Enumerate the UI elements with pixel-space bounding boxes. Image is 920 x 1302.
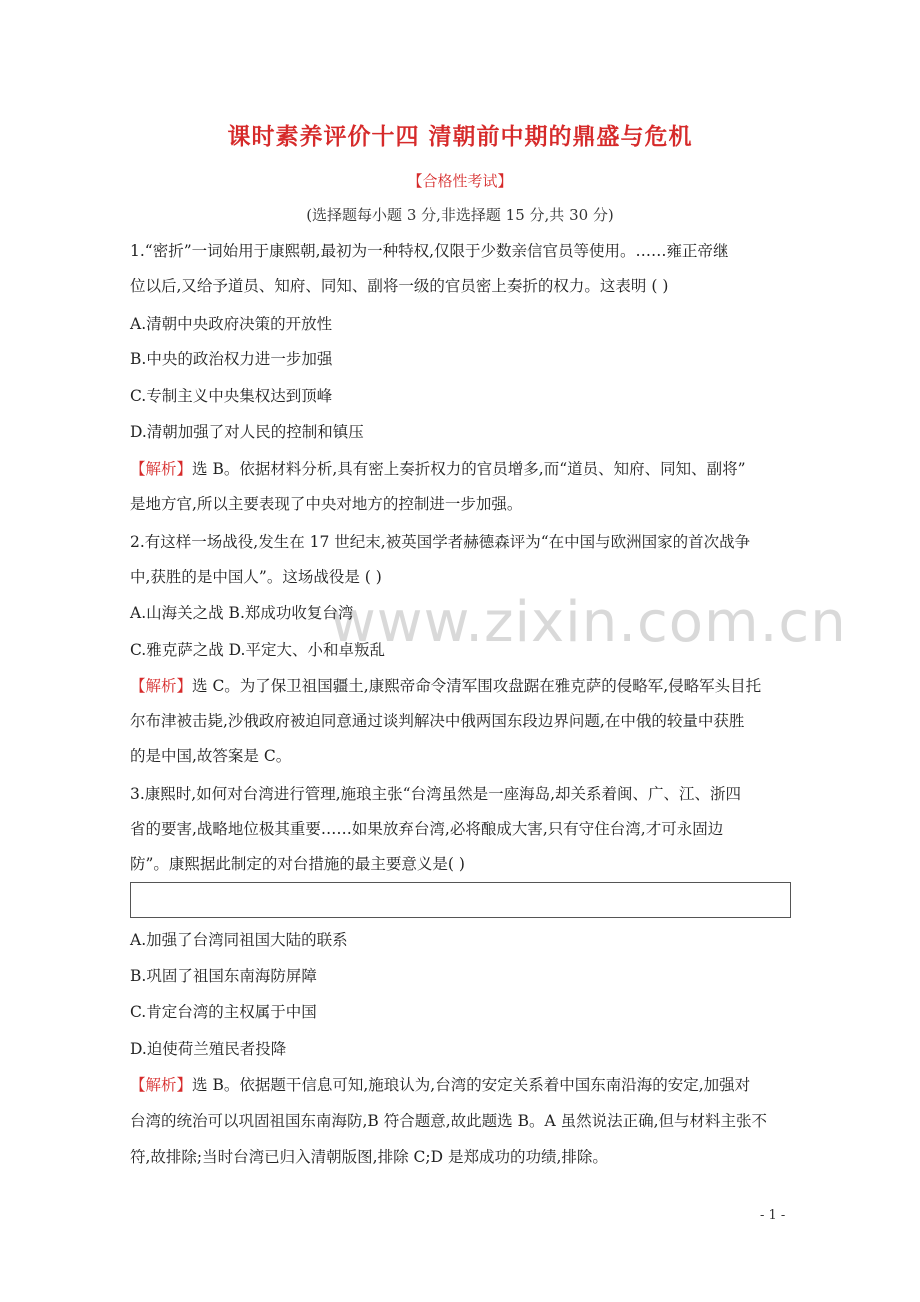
q1-option-d: D.清朝加强了对人民的控制和镇压 — [130, 423, 364, 441]
page-number: - 1 - — [760, 1208, 786, 1223]
q1-analysis-line-1 — [130, 459, 800, 479]
page-title: 课时素养评价十四 清朝前中期的鼎盛与危机 — [227, 124, 693, 150]
q2-stem-line-2: 中,获胜的是中国人”。这场战役是 ( ) — [130, 568, 382, 586]
q3-analysis-line-2: 台湾的统治可以巩固祖国东南海防,B 符合题意,故此题选 B。A 虽然说法正确,但与材料主张不 — [130, 1112, 768, 1130]
analysis-tag: 【解析】 — [130, 1076, 193, 1094]
q2-analysis-line-2: 尔布津被击毙,沙俄政府被迫同意通过谈判解决中俄两国东段边界问题,在中俄的较量中获胜 — [130, 712, 745, 730]
analysis-tag: 【解析】 — [130, 677, 193, 695]
q2-analysis-line-1 — [130, 676, 800, 696]
q3-option-c: C.肯定台湾的主权属于中国 — [130, 1003, 317, 1021]
q3-option-a: A.加强了台湾同祖国大陆的联系 — [130, 931, 348, 949]
q2-stem-line-1: 2.有这样一场战役,发生在 17 世纪末,被英国学者赫德森评为“在中国与欧洲国家的首次战争 — [130, 533, 751, 551]
watermark: www.zixin.com.cn — [330, 590, 847, 655]
scoring-note: (选择题每小题 3 分,非选择题 15 分,共 30 分) — [306, 206, 614, 224]
q2-options-row-2: C.雅克萨之战 D.平定大、小和卓叛乱 — [130, 641, 385, 659]
q3-analysis-text: 选 B。依据题干信息可知,施琅认为,台湾的安定关系着中国东南沿海的安定,加强对 — [192, 1076, 751, 1094]
q2-options-row-1: A.山海关之战 B.郑成功收复台湾 — [130, 604, 354, 622]
q1-option-a: A.清朝中央政府决策的开放性 — [130, 315, 333, 333]
q3-option-d: D.迫使荷兰殖民者投降 — [130, 1040, 287, 1058]
analysis-tag: 【解析】 — [130, 460, 193, 478]
q1-stem-line-2: 位以后,又给予道员、知府、同知、副将一级的官员密上奏折的权力。这表明 ( ) — [130, 277, 669, 295]
q3-analysis-line-3: 符,故排除;当时台湾已归入清朝版图,排除 C;D 是郑成功的功绩,排除。 — [130, 1148, 608, 1166]
q1-analysis-line-2: 是地方官,所以主要表现了中央对地方的控制进一步加强。 — [130, 495, 523, 513]
q1-analysis-text: 选 B。依据材料分析,具有密上奏折权力的官员增多,而“道员、知府、同知、副将” — [192, 460, 746, 478]
q2-analysis-text: 选 C。为了保卫祖国疆土,康熙帝命令清军围攻盘踞在雅克萨的侵略军,侵略军头目托 — [192, 677, 762, 695]
answer-box — [130, 882, 791, 918]
exam-type-label: 【合格性考试】 — [407, 172, 513, 190]
q3-stem-line-3: 防”。康熙据此制定的对台措施的最主要意义是( ) — [130, 855, 465, 873]
q2-analysis-line-3: 的是中国,故答案是 C。 — [130, 747, 292, 765]
q1-stem-line-1: 1.“密折”一词始用于康熙朝,最初为一种特权,仅限于少数亲信官员等使用。……雍正帝继 — [130, 242, 729, 260]
q3-option-b: B.巩固了祖国东南海防屏障 — [130, 967, 317, 985]
q3-analysis-line-1 — [130, 1075, 800, 1095]
q3-stem-line-1: 3.康熙时,如何对台湾进行管理,施琅主张“台湾虽然是一座海岛,却关系着闽、广、江、浙四 — [130, 785, 741, 803]
q3-stem-line-2: 省的要害,战略地位极其重要……如果放弃台湾,必将酿成大害,只有守住台湾,才可永固边 — [130, 820, 724, 838]
q1-option-b: B.中央的政治权力进一步加强 — [130, 350, 333, 368]
q1-option-c: C.专制主义中央集权达到顶峰 — [130, 387, 333, 405]
